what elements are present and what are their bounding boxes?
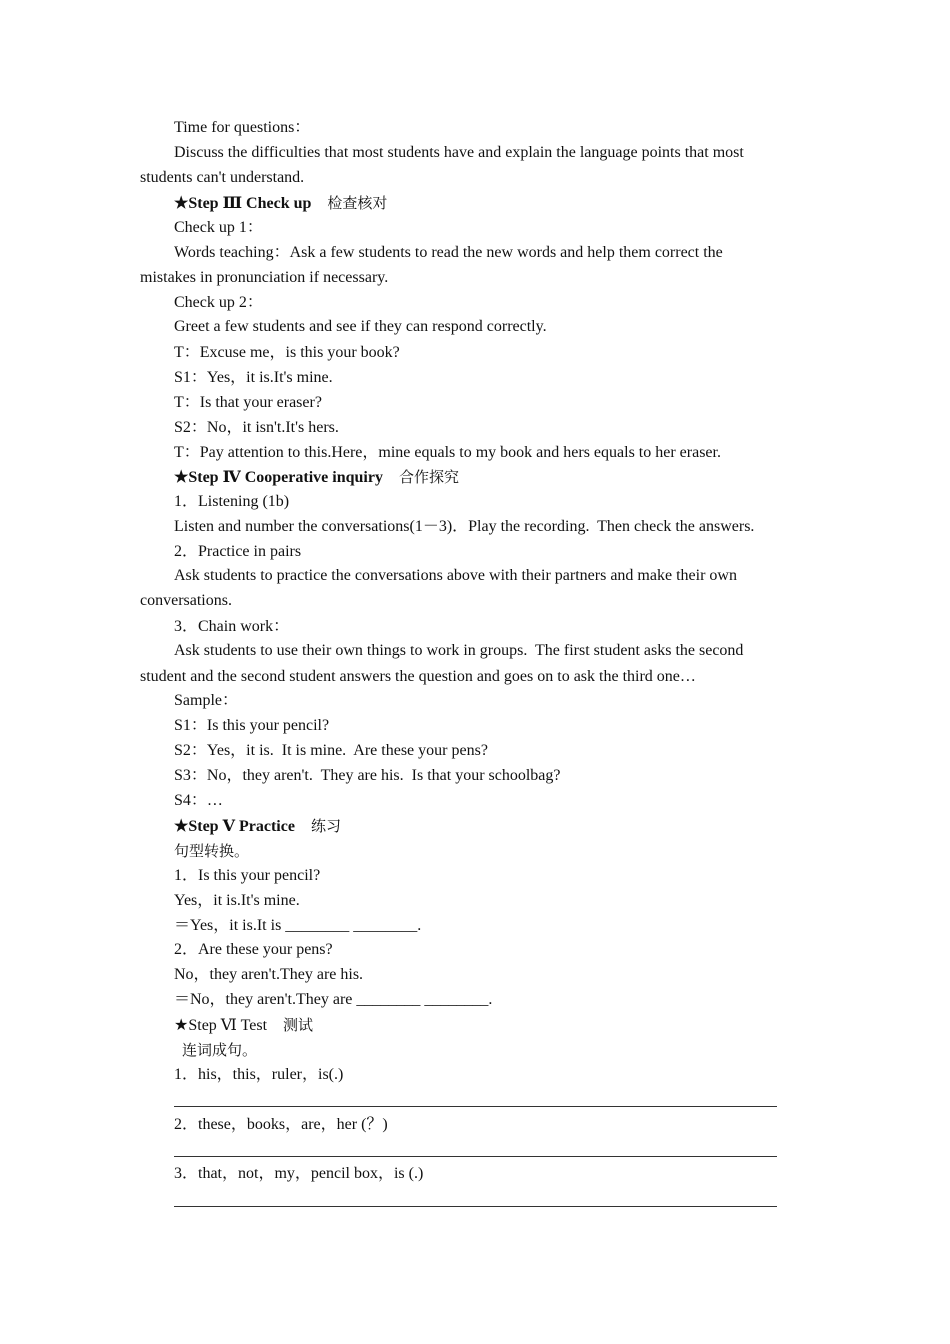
test-item: 1．his，this，ruler，is(.) xyxy=(174,1066,344,1083)
answer-line xyxy=(174,1206,777,1207)
dialogue-line: T：Excuse me，is this your book? xyxy=(174,344,400,361)
paragraph-line: Words teaching：Ask a few students to read the new words and help them correct the xyxy=(174,244,723,261)
sample-line: S1：Is this your pencil? xyxy=(174,717,330,734)
paragraph-line: Ask students to use their own things to work in groups. The first student asks the second xyxy=(174,642,744,659)
paragraph-line: Discuss the difficulties that most students have and explain the language points that most xyxy=(174,144,744,161)
listening-title: 1．Listening (1b) xyxy=(174,493,290,510)
paragraph-line: Ask students to practice the conversations above with their partners and make their own xyxy=(174,567,737,584)
practice-line: No，they aren't.They are his. xyxy=(174,966,364,983)
pairs-title: 2．Practice in pairs xyxy=(174,543,302,560)
dialogue-line: S2：No，it isn't.It's hers. xyxy=(174,419,339,436)
step-3-title: ★Step Ⅲ Check up xyxy=(174,195,312,212)
practice-intro: 句型转换。 xyxy=(174,842,250,860)
step-6-heading xyxy=(174,1015,313,1036)
step-6-title: ★Step Ⅵ Test xyxy=(174,1017,268,1034)
sample-label: Sample： xyxy=(174,692,238,709)
step-4-heading xyxy=(174,467,459,488)
time-for-questions-label: Time for questions： xyxy=(174,119,311,136)
paragraph-line: Listen and number the conversations(1－3)．Play the recording. Then check the answers. xyxy=(174,518,755,535)
paragraph-line: Greet a few students and see if they can respond correctly. xyxy=(174,318,547,335)
step-5-heading xyxy=(174,816,341,837)
test-item: 3．that，not，my，pencil box，is (.) xyxy=(174,1165,424,1182)
step-3-chinese: 检查核对 xyxy=(327,194,388,212)
dialogue-line: T：Is that your eraser? xyxy=(174,394,322,411)
paragraph-line: student and the second student answers the question and goes on to ask the third one… xyxy=(140,668,696,685)
paragraph-line: mistakes in pronunciation if necessary. xyxy=(140,269,389,286)
sample-line: S4：… xyxy=(174,792,223,809)
step-4-chinese: 合作探究 xyxy=(398,468,459,486)
paragraph-line: conversations. xyxy=(140,592,232,609)
check-up-2-label: Check up 2： xyxy=(174,294,263,311)
sample-line: S2：Yes，it is. It is mine. Are these your pens? xyxy=(174,742,488,759)
practice-line: 2．Are these your pens? xyxy=(174,941,333,958)
step-4-title: ★Step Ⅳ Cooperative inquiry xyxy=(174,469,383,486)
step-5-chinese: 练习 xyxy=(310,817,341,835)
practice-line: ＝No，they aren't.They are ________ ________. xyxy=(174,991,493,1008)
practice-line: ＝Yes，it is.It is ________ ________. xyxy=(174,917,422,934)
step-6-chinese: 测试 xyxy=(283,1016,314,1034)
step-3-heading xyxy=(174,193,387,214)
practice-line: 1．Is this your pencil? xyxy=(174,867,321,884)
paragraph-line: students can't understand. xyxy=(140,169,305,186)
practice-line: Yes，it is.It's mine. xyxy=(174,892,300,909)
chain-title: 3．Chain work： xyxy=(174,618,290,635)
answer-line xyxy=(174,1106,777,1107)
dialogue-line: T：Pay attention to this.Here，mine equals to my book and hers equals to her eraser. xyxy=(174,444,721,461)
test-intro: 连词成句。 xyxy=(182,1041,258,1059)
test-item: 2．these，books，are，her (？) xyxy=(174,1116,388,1133)
answer-line xyxy=(174,1156,777,1157)
step-5-title: ★Step Ⅴ Practice xyxy=(174,818,295,835)
sample-line: S3：No，they aren't. They are his. Is that your schoolbag? xyxy=(174,767,561,784)
check-up-1-label: Check up 1： xyxy=(174,219,263,236)
dialogue-line: S1：Yes，it is.It's mine. xyxy=(174,369,333,386)
